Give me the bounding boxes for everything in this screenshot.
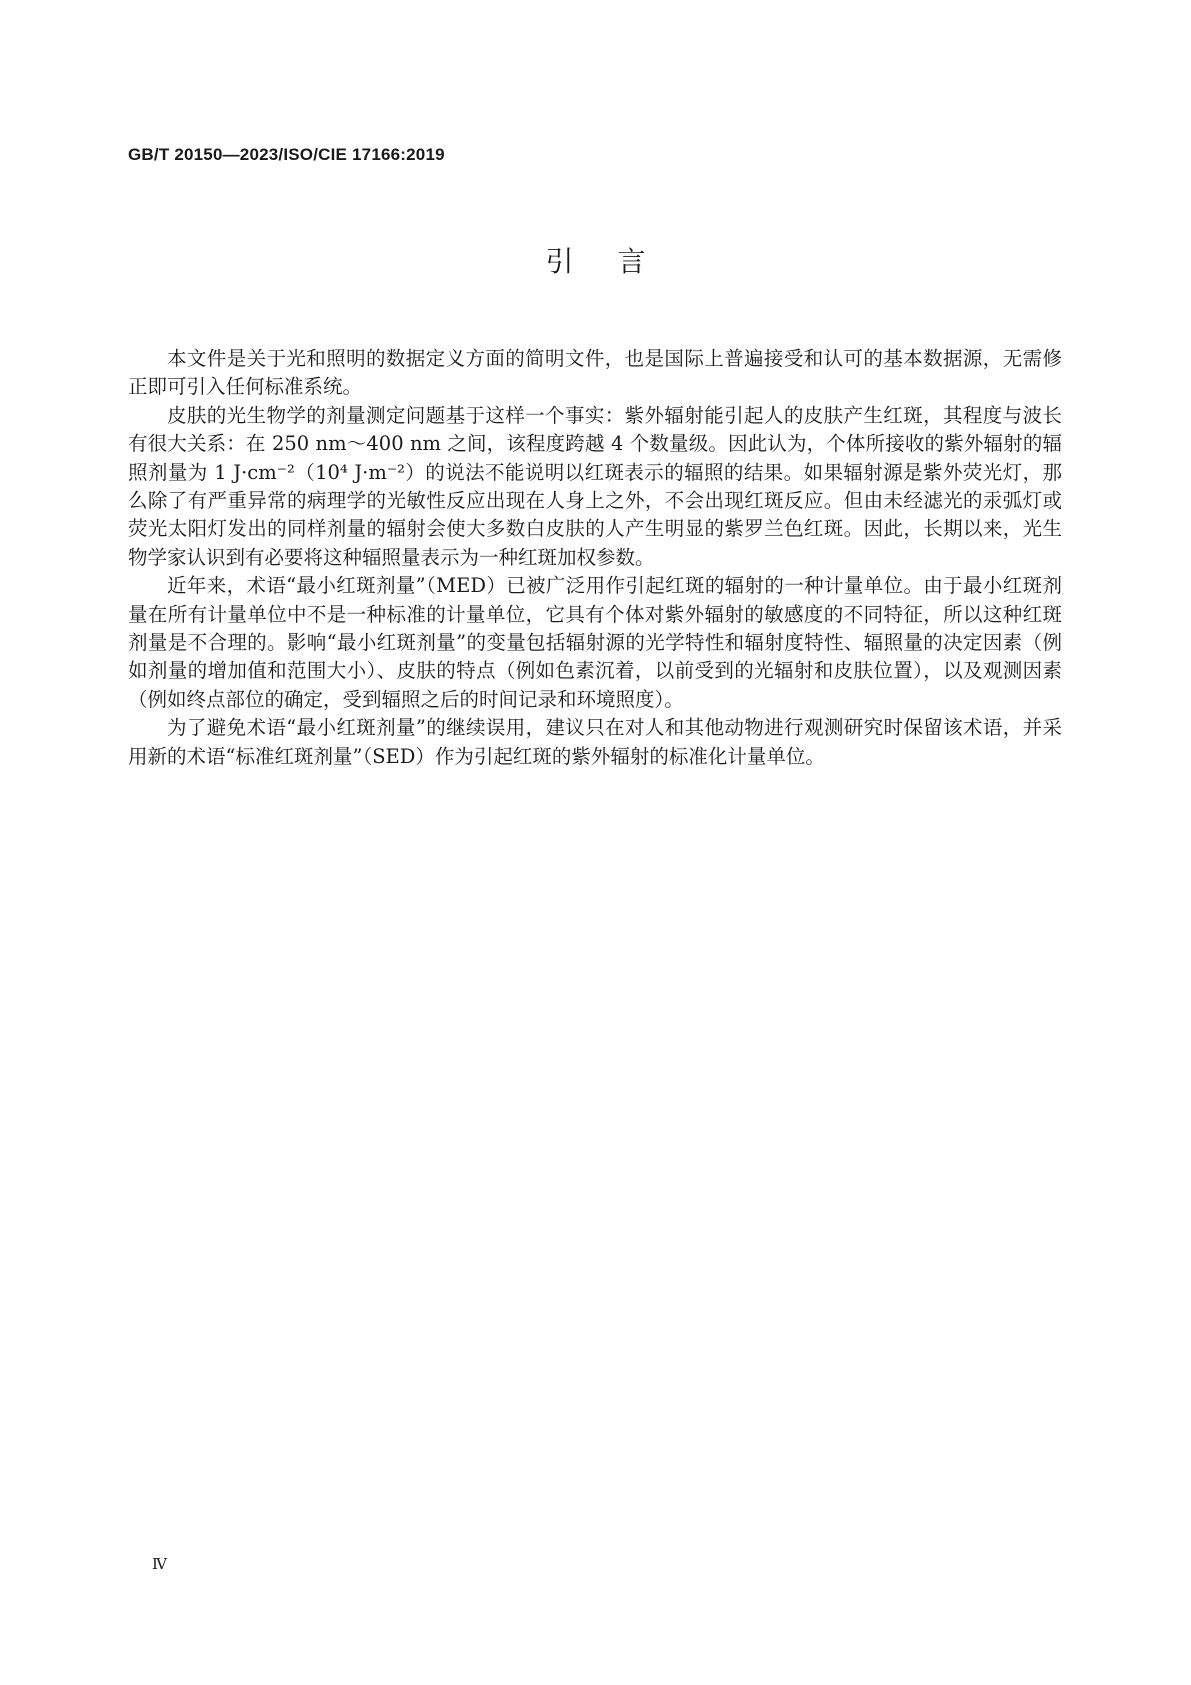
paragraph-1: 本文件是关于光和照明的数据定义方面的简明文件，也是国际上普遍接受和认可的基本数据源，无需修正即可引入任何标准系统。: [128, 347, 1062, 399]
paragraph-3: 近年来，术语“最小红斑剂量”（MED）已被广泛用作引起红斑的辐射的一种计量单位。由于最小红斑剂量在所有计量单位中不是一种标准的计量单位，它具有个体对紫外辐射的敏感度的不同特征，所以这种红斑剂量是不合理的。影响“最小红斑剂量”的变量包括辐射源的光学特性和辐射度特性、辐照量的决定因素（例如剂量的增加值和范围大小）、皮肤的特点（例如色素沉着，以前受到的光辐射和皮肤位置），以及观测因素（例如终点部位的确定，受到辐照之后的时间记录和环境照度）。: [128, 574, 1062, 711]
page-number: Ⅳ: [152, 1555, 167, 1573]
section-title: [0, 242, 1191, 282]
title-char-1: 引: [545, 245, 574, 278]
paragraph-4: 为了避免术语“最小红斑剂量”的继续误用，建议只在对人和其他动物进行观测研究时保留该术语，并采用新的术语“标准红斑剂量”（SED）作为引起红斑的紫外辐射的标准化计量单位。: [128, 716, 1062, 768]
paragraph-2: 皮肤的光生物学的剂量测定问题基于这样一个事实：紫外辐射能引起人的皮肤产生红斑，其程度与波长有很大关系：在 250 nm～400 nm 之间，该程度跨越 4 个数量级。因此认为，个体所接收的紫外辐射的辐照剂量为 1 J·cm⁻²（10⁴ J·m⁻²）的说法不能说明以红斑表示的辐照的结果。如果辐射源是紫外荧光灯，那么除了有严重异常的病理学的光敏性反应出现在人身上之外，不会出现红斑反应。但由未经滤光的汞弧灯或荧光太阳灯发出的同样剂量的辐射会使大多数白皮肤的人产生明显的紫罗兰色红斑。因此，长期以来，光生物学家认识到有必要将这种辐照量表示为一种红斑加权参数。: [128, 403, 1062, 569]
standard-number-header: GB/T 20150—2023/ISO/CIE 17166:2019: [128, 145, 445, 164]
title-char-2: 言: [617, 245, 646, 278]
introduction-body: [128, 345, 1062, 771]
